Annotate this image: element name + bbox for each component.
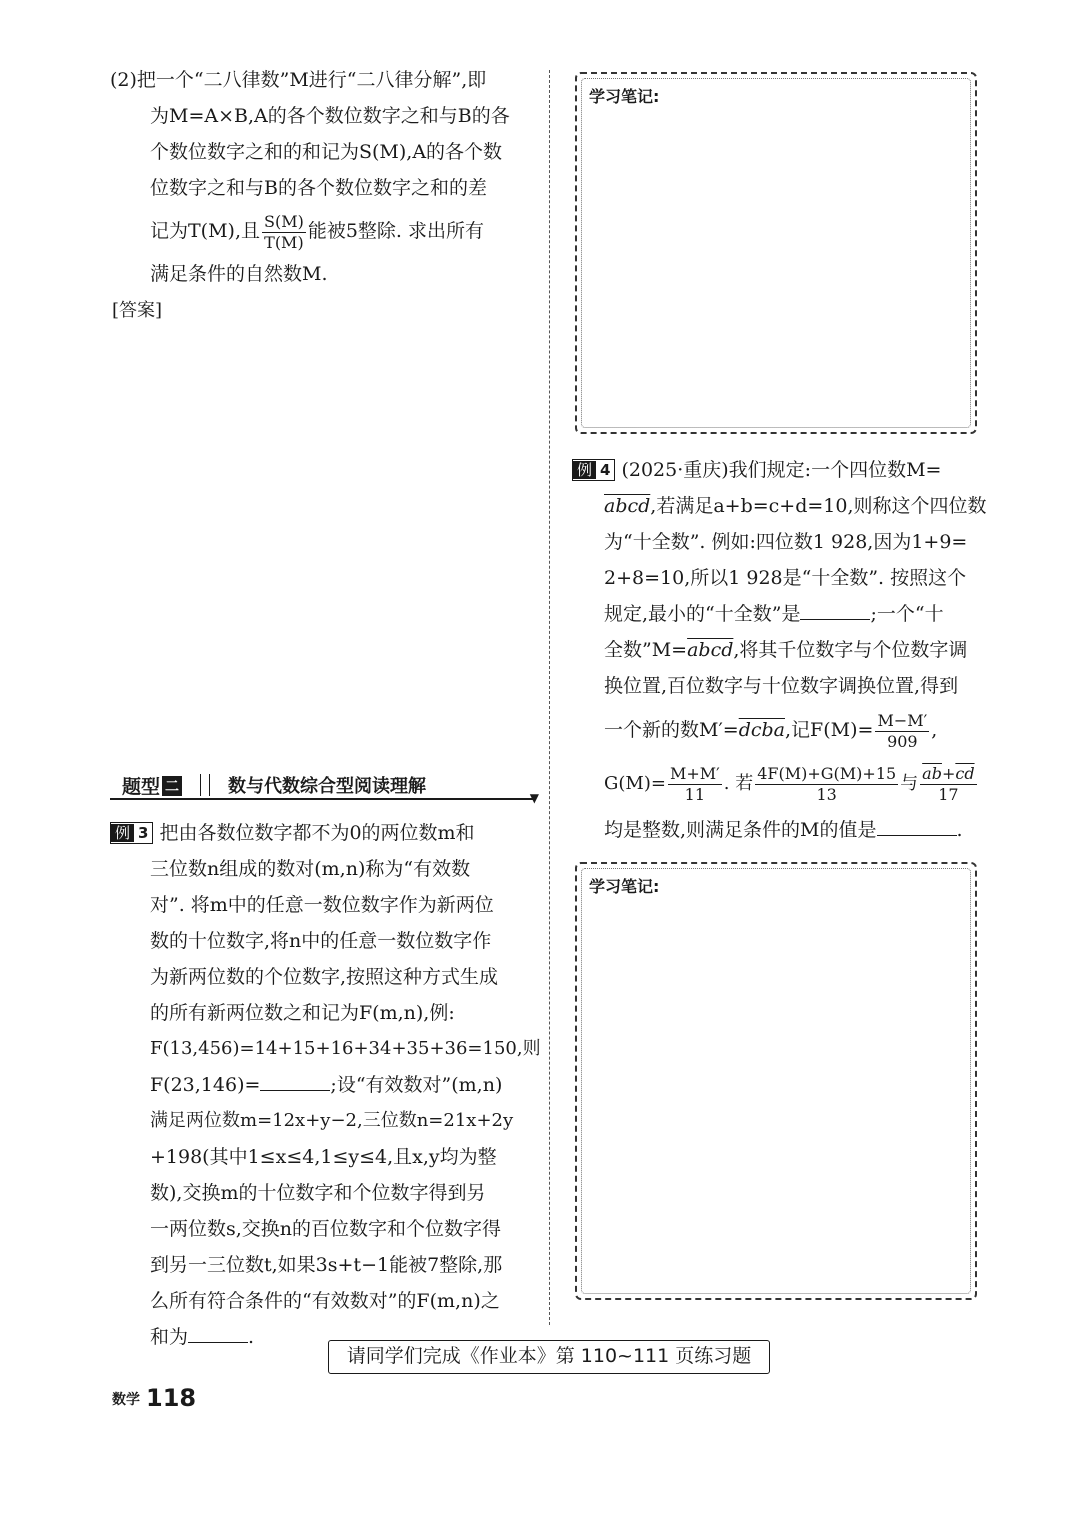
study-notes-box-2[interactable] <box>575 862 977 1300</box>
fraction-numerator <box>920 764 976 785</box>
q2-line-1: (2)把一个“二八律数”M进行“二八律分解”,即 <box>110 69 487 91</box>
q2-line-5 <box>110 206 540 256</box>
ex3-line-8-text: F(23,146)= <box>150 1074 261 1096</box>
condition-fraction-1 <box>755 764 898 805</box>
study-notes-box-1[interactable] <box>575 72 977 434</box>
ex4-line-8-tail: , <box>931 719 938 741</box>
condition-fraction-2 <box>920 764 976 805</box>
example-4-tag <box>572 459 615 481</box>
ex3-line-14: 么所有符合条件的“有效数对”的F(m,n)之 <box>150 1290 500 1312</box>
ex4-line-5-tail: ;一个“十 <box>870 603 944 625</box>
fraction-denominator: 13 <box>816 784 837 804</box>
ex4-line-10 <box>572 812 987 848</box>
ex4-line-9-mid: . 若 <box>723 773 754 794</box>
study-notes-label: 学习笔记: <box>589 877 660 896</box>
ex3-line-7: F(13,456)=14+15+16+34+35+36=150,则 <box>150 1038 541 1059</box>
section-number-badge: 二 <box>162 776 182 796</box>
ex4-line-1 <box>572 452 987 488</box>
overline-cd: $\overline{cd}$ <box>955 763 975 783</box>
ex4-line-6 <box>572 632 987 668</box>
ex3-line-3: 对”. 将m中的任意一数位数字作为新两位 <box>150 894 494 916</box>
ex3-line-2: 三位数n组成的数对(m,n)称为“有效数 <box>150 858 471 880</box>
q2-line-3: 个数位数字之和的和记为S(M),A的各个数 <box>150 141 503 163</box>
notes-box-inner-border <box>581 868 971 1294</box>
ex3-line-10: +198(其中1≤x≤4,1≤y≤4,且x,y均为整 <box>150 1146 497 1168</box>
subject-mark: 数学 <box>112 1392 140 1408</box>
section-header <box>110 770 539 805</box>
example-tag-key: 例 <box>573 461 596 479</box>
example-3-tag <box>110 822 153 844</box>
ex3-line-12: 一两位数s,交换n的百位数字和个位数字得 <box>150 1218 502 1240</box>
fraction-numerator: S(M) <box>264 211 304 231</box>
question-2 <box>110 62 540 322</box>
fraction-denominator: T(M) <box>264 232 304 252</box>
example-4 <box>572 452 987 848</box>
overline-dcba: dcba <box>738 719 785 741</box>
s-over-t-fraction <box>262 212 306 253</box>
ex4-line-8-mid: ,记F(M)= <box>785 719 874 741</box>
section-label <box>122 772 182 799</box>
ex4-line-8-text: 一个新的数M′= <box>604 719 739 741</box>
overline-abcd: abcd <box>687 639 734 661</box>
answer-blank-1[interactable] <box>260 1071 330 1091</box>
fraction-numerator: M+M′ <box>669 763 720 783</box>
study-notes-label: 学习笔记: <box>589 87 660 106</box>
ex3-line-11: 数),交换m的十位数字和个位数字得到另 <box>150 1182 486 1204</box>
q2-line-2: 为M=A×B,A的各个数位数字之和与B的各 <box>150 105 510 127</box>
g-of-m-fraction <box>668 764 722 805</box>
q2-line-5-text: 记为T(M),且 <box>150 220 260 242</box>
answer-label: [答案] <box>112 300 163 321</box>
ex4-line-10-text: 均是整数,则满足条件的M的值是 <box>604 819 877 841</box>
ex4-line-9 <box>572 756 987 812</box>
q2-line-4: 位数字之和与B的各个数位数字之和的差 <box>150 177 487 199</box>
ex3-line-1-text: 把由各数位数字都不为0的两位数m和 <box>159 822 475 844</box>
ex3-line-13: 到另一三位数t,如果3s+t−1能被7整除,那 <box>150 1254 503 1276</box>
fraction-denominator: 11 <box>684 784 706 804</box>
ex4-line-4: 2+8=10,所以1 928是“十全数”. 按照这个 <box>604 567 967 589</box>
ex4-line-6-text: 全数”M= <box>604 639 688 661</box>
section-title: 数与代数综合型阅读理解 <box>228 776 426 797</box>
example-3 <box>110 815 540 1355</box>
ex3-line-15-text: 和为 <box>150 1326 189 1348</box>
f-of-m-fraction <box>875 711 929 752</box>
ex3-line-6: 的所有新两位数之和记为F(m,n),例: <box>150 1002 455 1024</box>
ex3-line-4: 数的十位数字,将n中的任意一数位数字作 <box>150 930 492 952</box>
answer-blank-2[interactable] <box>188 1323 248 1343</box>
page-number <box>112 1384 196 1412</box>
ex3-line-1 <box>110 815 540 851</box>
arrow-icon: ▼ <box>529 791 539 805</box>
section-separator <box>200 774 210 796</box>
notes-box-inner-border <box>581 78 971 428</box>
example-tag-number: 3 <box>138 824 149 842</box>
q2-line-5-tail: 能被5整除. 求出所有 <box>307 220 484 242</box>
ex4-line-5-text: 规定,最小的“十全数”是 <box>604 603 801 625</box>
ex4-line-10-tail: . <box>956 819 963 841</box>
homework-reminder: 请同学们完成《作业本》第 110~111 页练习题 <box>328 1340 770 1374</box>
ex4-line-8 <box>572 704 987 756</box>
q2-line-6: 满足条件的自然数M. <box>150 263 328 285</box>
ex4-line-9-and: 与 <box>900 773 919 794</box>
column-divider <box>549 70 550 1325</box>
ex4-line-3: 为“十全数”. 例如:四位数1 928,因为1+9= <box>604 531 968 553</box>
ex3-line-8-tail: ;设“有效数对”(m,n) <box>330 1074 503 1096</box>
page-number-text: 118 <box>146 1384 197 1412</box>
ex3-line-15-tail: . <box>248 1326 255 1348</box>
example-tag-number: 4 <box>600 461 611 479</box>
example-tag-key: 例 <box>111 824 134 842</box>
ex3-line-8 <box>110 1067 540 1103</box>
fraction-numerator: M−M′ <box>877 710 928 730</box>
fraction-denominator: 909 <box>887 731 918 751</box>
ex3-line-9: 满足两位数m=12x+y−2,三位数n=21x+2y <box>150 1110 514 1131</box>
overline-ab: $\overline{ab}$ <box>922 763 942 783</box>
section-label-text: 题型 <box>122 776 161 798</box>
ex3-line-5: 为新两位数的个位数字,按照这种方式生成 <box>150 966 499 988</box>
overline-abcd: abcd <box>604 495 651 517</box>
fraction-numerator: 4F(M)+G(M)+15 <box>757 763 897 783</box>
ex4-line-9-text: G(M)= <box>604 773 666 794</box>
ex4-line-5 <box>572 596 987 632</box>
answer-blank-4[interactable] <box>877 816 957 836</box>
ex4-line-2 <box>572 488 987 524</box>
ex4-line-6-tail: ,将其千位数字与个位数字调 <box>733 639 968 661</box>
ex4-line-7: 换位置,百位数字与十位数字调换位置,得到 <box>604 675 959 697</box>
ex4-line-2-text: ,若满足a+b=c+d=10,则称这个四位数 <box>650 495 987 517</box>
fraction-denominator: 17 <box>938 784 959 804</box>
plus-sign: + <box>941 763 956 783</box>
answer-blank-3[interactable] <box>800 600 870 620</box>
ex4-line-1-text: (2025·重庆)我们规定:一个四位数M= <box>621 459 942 481</box>
